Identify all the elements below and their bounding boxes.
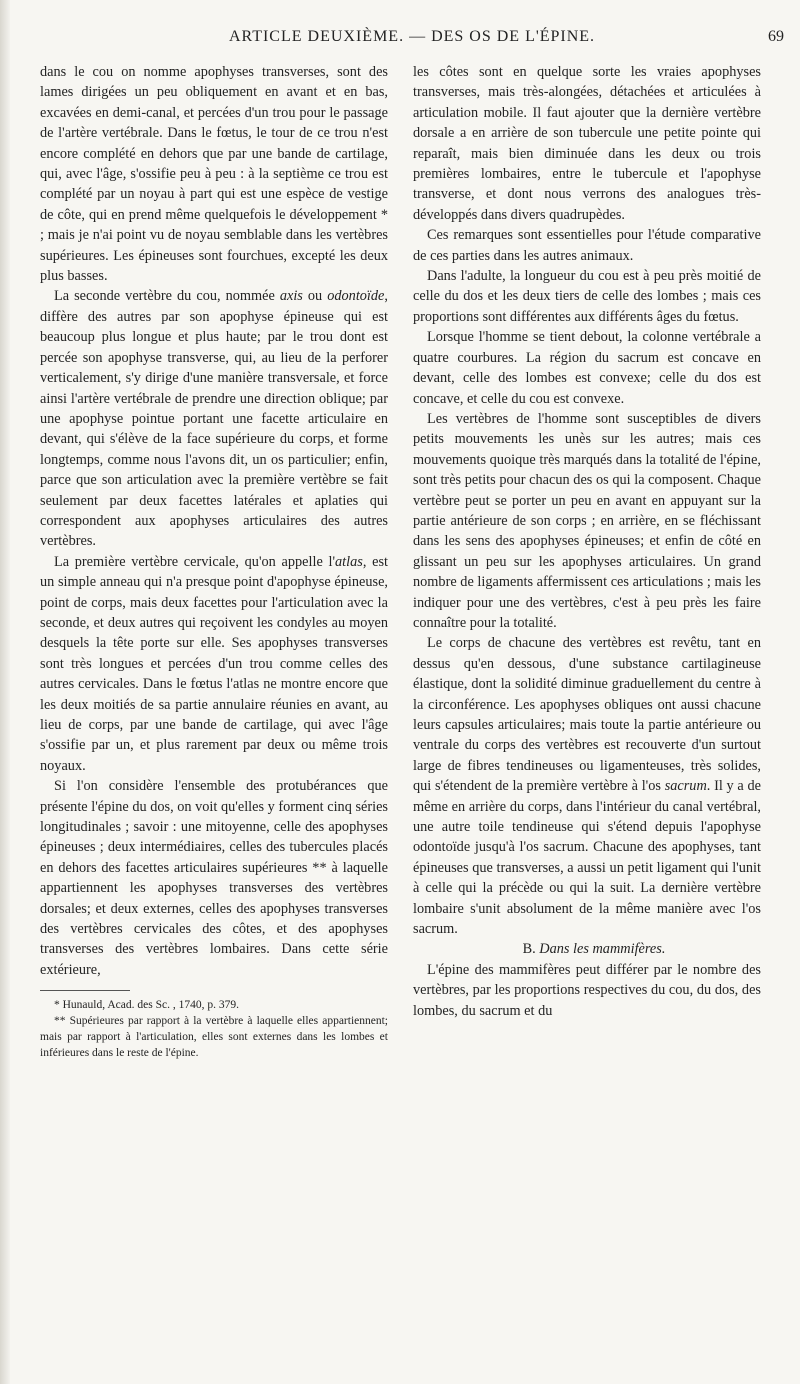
running-head <box>40 28 784 52</box>
paragraph-atlas <box>40 552 388 776</box>
running-head-title: ARTICLE DEUXIÈME. — DES OS DE L'ÉPINE. <box>228 28 596 45</box>
paragraph: Ces remarques sont essentielles pour l'étude comparative de ces parties dans les autres animaux. <box>413 227 761 264</box>
text-run: , diffère des autres par son apophyse épineuse qui est beaucoup plus longue et plus haute; par le trou dont est percée son apophyse transverse, qui, au lieu de la perforer verticalement, s'y dirige d'une manière transversale, et force ainsi l'artère vertébrale de prendre une direction oblique; par une apophyse pointue portant une facette articulaire en devant, qui s'élève de la face supérieure du corps, et forme longtemps, comme nous l'avons dit, un os particulier; enfin, parce que son articulation avec la première vertèbre se fait seulement par deux facettes latérales et aplaties qui correspondent aux apophyses articulaires des autres vertèbres. <box>40 288 388 550</box>
page-number: 69 <box>768 28 784 45</box>
text-run: La première vertèbre cervicale, qu'on appelle l' <box>54 553 336 570</box>
subheading-title: Dans les mammifères. <box>539 941 666 958</box>
subheading-letter: B. <box>522 941 540 958</box>
italic-term: axis <box>279 288 303 305</box>
text-run: La seconde vertèbre du cou, nommée <box>54 288 280 305</box>
paragraph: L'épine des mammifères peut différer par le nombre des vertèbres, par les proportions respectives du cou, du dos, des lombes, du sacrum et du <box>413 961 761 1019</box>
paragraph: Lorsque l'homme se tient debout, la colonne vertébrale a quatre courbures. La région du sacrum est concave en devant, celle des lombes est convexe; celle du dos est concave, et celle du cou est convexe. <box>413 329 761 407</box>
paragraph: les côtes sont en quelque sorte les vraies apophyses transverses, mais très-alongées, détachées et articulées à articulation mobile. Il faut ajouter que la dernière vertèbre dorsale a en arrière de son tubercule une petite pointe qui reparaît, mais bien diminuée dans les deux ou trois premières lombaires, entre le tubercule et l'apophyse transverse, et dont nous verrons des analogues très-développés dans divers quadrupèdes. <box>413 64 761 223</box>
text-run: , est un simple anneau qui n'a presque point d'apophyse épineuse, point de corps, mais deux facettes pour l'articulation avec la seconde, et deux autres qui reçoivent les condyles au moyen desquels la tête porte sur elle. Ses apophyses transverses sont très longues et percées d'un trou comme celles des autres cervicales. Dans le fœtus l'atlas ne montre encore que les deux moitiés de sa partie annulaire réunies en avant, au lieu de corps, par une bande de cartilage, qui avec l'âge s'ossifie par un, et plus rarement par deux ou même trois noyaux. <box>40 553 388 774</box>
footnote-rule <box>40 990 130 991</box>
italic-term: odontoïde <box>327 288 385 305</box>
paragraph: Dans l'adulte, la longueur du cou est à peu près moitié de celle du dos et les deux tiers de celle des lombes ; mais ces proportions sont différentes aux différents âges du fœtus. <box>413 268 761 325</box>
footnote: * Hunauld, Acad. des Sc. , 1740, p. 379. <box>54 999 239 1012</box>
paragraph-ligaments <box>413 633 761 939</box>
left-column <box>40 62 388 1061</box>
paragraph-axis <box>40 286 388 551</box>
text-run: Le corps de chacune des vertèbres est revêtu, tant en dessus qu'en dessous, d'une substance cartilagineuse élastique, dont la solidité diminue graduellement du centre à la circonférence. Les apophyses obliques ont aussi chacune leurs capsules articulaires; mais toute la partie antérieure ou ventrale du corps des vertèbres est recouverte d'un surtout large de fibres tendineuses ou ligamenteuses, très solides, qui s'étendent de la première vertèbre à l'os <box>413 635 761 795</box>
footnote: ** Supérieures par rapport à la vertèbre à laquelle elles appartiennent; mais par rapport à l'articulation, elles sont externes dans les lombes et inférieures dans le reste de l'épine. <box>40 1015 388 1060</box>
section-subheading <box>413 939 761 959</box>
paragraph: Si l'on considère l'ensemble des protubérances que présente l'épine du dos, on voit qu'elles y forment cinq séries longitudinales ; savoir : une mitoyenne, celle des apophyses épineuses ; deux intermédiaires, celles des tubercules placés en dehors des facettes articulaires supérieures ** à laquelle appartiennent les apophyses transverses des vertèbres dorsales; et deux externes, celles des apophyses transverses des vertèbres cervicales des côtes, et des apophyses transverses des vertèbres lombaires. Dans cette série extérieure, <box>40 778 388 978</box>
italic-term: sacrum <box>664 778 707 795</box>
text-run: ou <box>302 288 328 305</box>
paragraph: dans le cou on nomme apophyses transverses, sont des lames dirigées un peu obliquement en avant et en bas, excavées en demi-canal, et percées d'un trou pour le passage de l'artère vertébrale. Dans le fœtus, le tour de ce trou n'est encore complété en dehors que par une bande de cartilage, qui, avec l'âge, s'ossifie peu à peu : à la septième ce trou est complété par un noyau à part qui est une espèce de vestige de côte, qui en prend même quelquefois le développement * ; mais je n'ai point vu de noyau semblable dans les vertèbres supérieures. Les épineuses sont fourchues, excepté les deux plus basses. <box>40 64 388 285</box>
text-run: . Il y a de même en arrière du corps, dans l'intérieur du canal vertébral, une autre toile tendineuse qui s'étend depuis l'apophyse odontoïde jusqu'à l'os sacrum. Chacune des apophyses, tant épineuses que transverses, a aussi un petit ligament qui l'unit à celle qui la précède ou qui la suit. La dernière vertèbre lombaire s'unit absolument de la même manière avec l'os sacrum. <box>413 778 761 938</box>
page-edge-shadow <box>0 0 10 1384</box>
italic-term: atlas <box>335 553 363 570</box>
right-column <box>413 62 761 1021</box>
paragraph: Les vertèbres de l'homme sont susceptibles de divers petits mouvements les unès sur les autres; mais ces mouvements quoique très marqués dans la totalité de l'épine, sont très petits pour chacun des os qui la composent. Chaque vertèbre peut se porter un peu en avant en appuyant sur la partie antérieure de son corps ; en arrière, en se fléchissant dans les sens des apophyses épineuses; et enfin de côté en glissant un peu sur les apophyses articulaires. Un grand nombre de ligaments affermissent ces articulations ; mais les indiquer pour une des vertèbres, c'est à peu près les faire connaître pour la totalité. <box>413 410 761 631</box>
